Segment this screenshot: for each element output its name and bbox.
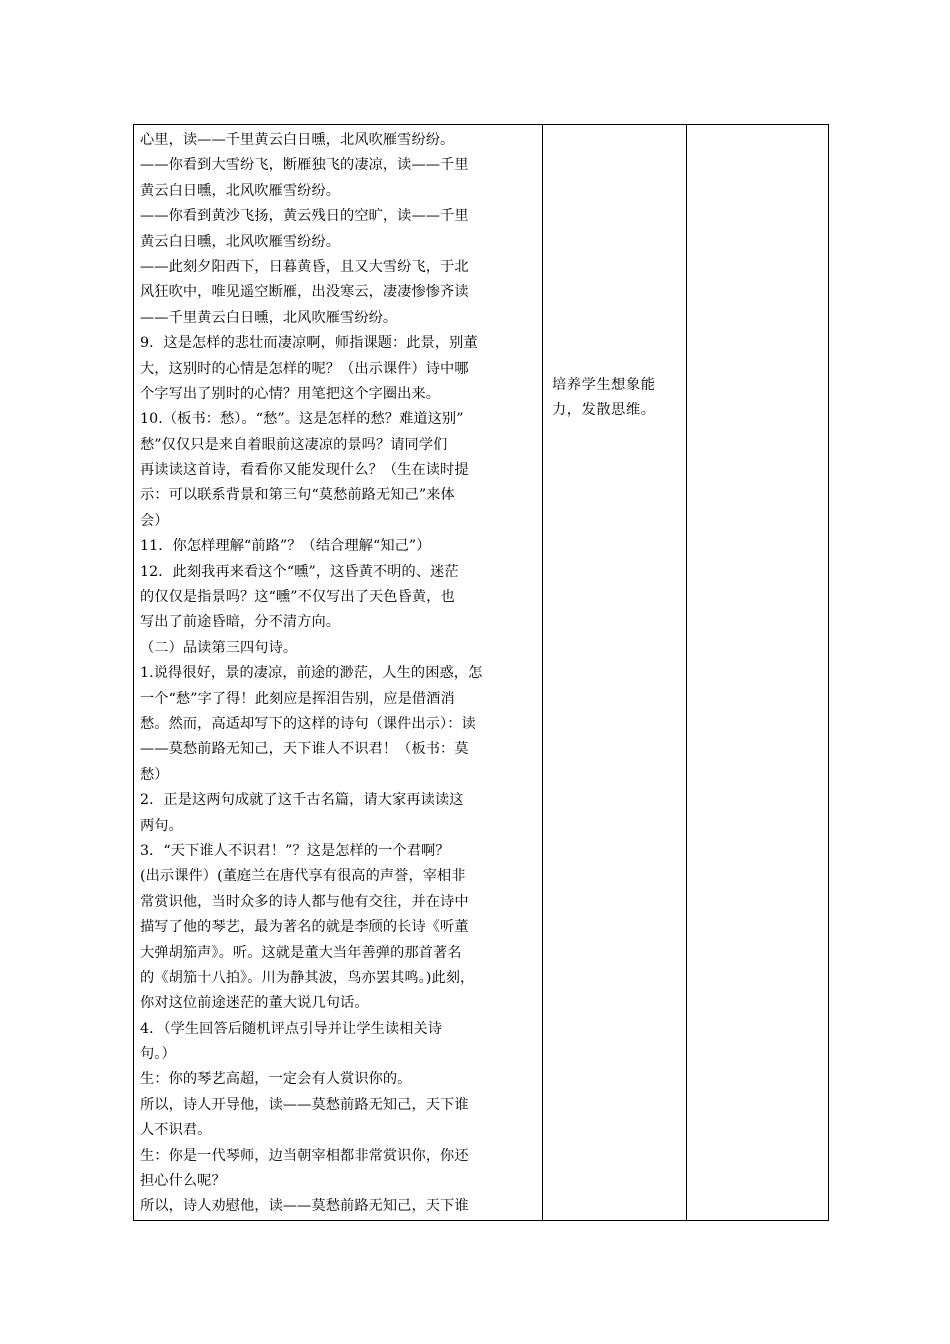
table-row — [134, 125, 829, 1221]
teaching-process-cell — [134, 125, 543, 1221]
text-line: (出示课件）(董庭兰在唐代享有很高的声誉，宰相非 — [140, 868, 466, 885]
text-line: 黄云白日曛，北风吹雁雪纷纷。 — [140, 182, 341, 199]
text-line: 所以，诗人劝慰他，读——莫愁前路无知己，天下谁 — [140, 1198, 469, 1215]
text-line: 12．此刻我再来看这个“曛”，这昏黄不明的、迷茫 — [140, 563, 459, 580]
text-line: 4．（学生回答后随机评点引导并让学生读相关诗 — [140, 1020, 443, 1037]
text-line: （二）品读第三四句诗。 — [140, 639, 298, 656]
lesson-plan-table — [133, 124, 829, 1221]
text-line: 句。） — [140, 1046, 176, 1063]
text-line: 描写了他的琴艺，最为著名的就是李颀的长诗《听董 — [140, 919, 469, 936]
text-line: 大弹胡笳声》。听。这就是董大当年善弹的那首著名 — [140, 944, 462, 961]
text-line: 愁”仅仅只是来自着眼前这凄凉的景吗？请同学们 — [140, 436, 448, 453]
text-line: 2．正是这两句成就了这千古名篇，请大家再读读这 — [140, 792, 464, 809]
text-line: 11．你怎样理解“前路”？（结合理解“知己”） — [140, 538, 431, 555]
text-line: 培养学生想象能 — [552, 377, 656, 393]
text-line: 示：可以联系背景和第三句“莫愁前路无知己”来体 — [140, 487, 455, 504]
text-line: 担心什么呢？ — [140, 1173, 226, 1190]
text-line: ——此刻夕阳西下，日暮黄昏，且又大雪纷飞，于北 — [140, 258, 469, 275]
text-line: 大，这别时的心情是怎样的呢？（出示课件）诗中哪 — [140, 360, 469, 377]
text-line: 9．这是怎样的悲壮而凄凉啊，师指课题：此景，别董 — [140, 335, 478, 352]
design-purpose-text — [543, 373, 686, 424]
text-line: 常赏识他，当时众多的诗人都与他有交往，并在诗中 — [140, 893, 469, 910]
text-line: 所以，诗人开导他，读——莫愁前路无知己，天下谁 — [140, 1096, 469, 1113]
text-line: 10.（板书：愁）。“愁”。这是怎样的愁？难道这别” — [140, 411, 464, 428]
text-line: 愁。然而，高适却写下的这样的诗句（课件出示）：读 — [140, 715, 476, 732]
teaching-process-text — [140, 128, 537, 1220]
design-purpose-cell — [543, 125, 687, 1221]
text-line: ——千里黄云白日曛，北风吹雁雪纷纷。 — [140, 309, 398, 326]
text-line: 会） — [140, 512, 169, 529]
text-line: 1.说得很好，景的凄凉，前途的渺茫，人生的困惑，怎 — [140, 665, 483, 682]
text-line: 个字写出了别时的心情？用笔把这个字圈出来。 — [140, 385, 441, 402]
text-line: 两句。 — [140, 817, 183, 834]
text-line: 愁） — [140, 766, 169, 783]
notes-cell — [687, 125, 829, 1221]
text-line: 风狂吹中，唯见遥空断雁，出没寒云，凄凄惨惨齐读 — [140, 284, 469, 301]
text-line: 3．“天下谁人不识君！”？这是怎样的一个君啊？ — [140, 842, 450, 859]
text-line: 黄云白日曛，北风吹雁雪纷纷。 — [140, 233, 341, 250]
text-line: 一个“愁”字了得！此刻应是挥泪告别，应是借酒消 — [140, 690, 455, 707]
text-line: 生：你的琴艺高超，一定会有人赏识你的。 — [140, 1071, 412, 1088]
text-line: 再读读这首诗，看看你又能发现什么？（生在读时提 — [140, 462, 469, 479]
text-line: 生：你是一代琴师，边当朝宰相都非常赏识你，你还 — [140, 1147, 469, 1164]
text-line: 写出了前途昏暗，分不清方向。 — [140, 614, 341, 631]
text-line: 的仅仅是指景吗？这“曛”不仅写出了天色昏黄，也 — [140, 589, 455, 606]
text-line: 心里，读——千里黄云白日曛，北风吹雁雪纷纷。 — [140, 132, 455, 148]
text-line: 人不识君。 — [140, 1122, 212, 1139]
text-line: 的《胡笳十八拍》。川为静其波，鸟亦罢其鸣。)此刻， — [140, 969, 475, 986]
text-line: ——莫愁前路无知己，天下谁人不识君！（板书：莫 — [140, 741, 469, 758]
text-line: ——你看到大雪纷飞，断雁独飞的凄凉，读——千里 — [140, 157, 469, 174]
text-line: 你对这位前途迷茫的董大说几句话。 — [140, 995, 369, 1012]
text-line: 力，发散思维。 — [552, 402, 656, 419]
text-line: ——你看到黄沙飞扬，黄云残日的空旷，读——千里 — [140, 208, 469, 225]
